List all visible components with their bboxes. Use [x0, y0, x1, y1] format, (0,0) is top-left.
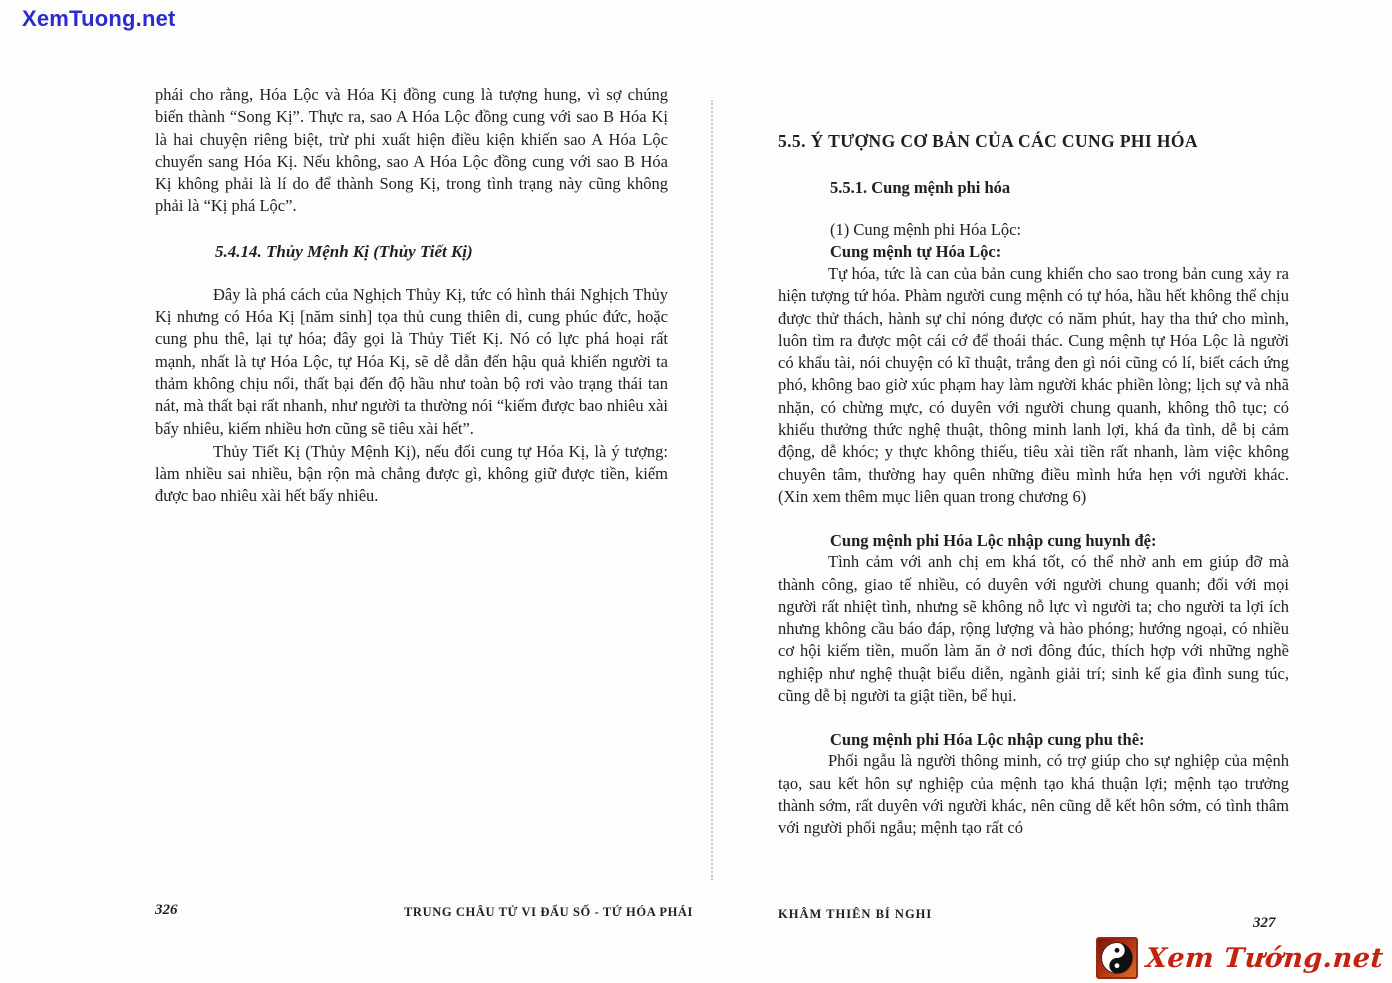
section-heading: 5.4.14. Thủy Mệnh Kị (Thủy Tiết Kị) [215, 241, 473, 261]
section-heading: 5.5. Ý TƯỢNG CƠ BẢN CỦA CÁC CUNG PHI HÓA [778, 131, 1198, 151]
running-title: KHÂM THIÊN BÍ NGHI [778, 907, 933, 921]
page-number: 326 [155, 902, 178, 918]
paragraph: Đây là phá cách của Nghịch Thủy Kị, tức có hình thái Nghịch Thủy Kị nhưng có Hóa Kị [năm sinh] tọa thủ cung thiên di, cung phúc đức, hoặc cung phu thê, lại tự hóa; đây gọi là Thủy Tiết Kị. Nó có lực phá hoại rất mạnh, nhất là tự Hóa Lộc, tự Hóa Kị, sẽ dễ dẫn đến hậu quả khiến người ta thảm không chịu nổi, thất bại đến độ hầu như toàn bộ rơi vào trạng thái tan nát, mà thất bại rất nhanh, như người ta thường nói “kiếm được bao nhiêu xài bấy nhiêu, kiếm nhiều hơn cũng sẽ tiêu xài hết”. [155, 284, 668, 438]
yin-yang-icon [1096, 937, 1138, 979]
paragraph: phái cho rằng, Hóa Lộc và Hóa Kị đồng cung là tượng hung, vì sợ chúng biến thành “Song Kị”. Thực ra, sao A Hóa Lộc đồng cung với sao B Hóa Kị là hai chuyện riêng biệt, trừ phi xuất hiện điều kiện khiến sao A Hóa Lộc chuyển sang Hóa Kị. Nếu không, sao A Hóa Lộc đồng cung với sao B Hóa Kị không phải là lí do để thành Song Kị, trong tình trạng này cũng không phải là “Kị phá Lộc”. [155, 85, 668, 216]
item-heading: (1) Cung mệnh phi Hóa Lộc: [830, 220, 1022, 239]
site-logo-link[interactable] [1096, 937, 1384, 979]
paragraph: Tự hóa, tức là can của bản cung khiến cho sao trong bản cung xảy ra hiện tượng tứ hóa. Phàm người cung mệnh có tự hóa, hầu hết không thể chịu được thử thách, hành sự chỉ nóng được có năm phút, hay tha thứ cho mình, luôn tìm ra được một cái cớ để thoái thác. Cung mệnh tự Hóa Lộc là người có khẩu tài, nói chuyện có kĩ thuật, trắng đen gì nói cũng có lí, biết cách ứng phó, không bao giờ xúc phạm hay làm người khác phiền lòng; lịch sự và nhã nhặn, có chừng mực, có duyên với người chung quanh, không thô tục; có khiếu thưởng thức nghệ thuật, thông minh lanh lợi, khá đa tình, dễ bị cảm động, dễ khóc; y thực không thiếu, tiêu xài tiền rất nhanh, làm việc không chuyên tâm, thường hay quên những điều mình hứa hẹn với người khác. (Xin xem thêm mục liên quan trong chương 6) [778, 264, 1289, 506]
sub-item-heading: Cung mệnh tự Hóa Lộc: [830, 242, 1002, 261]
page-number: 327 [1253, 915, 1276, 931]
heading-huynh-de: Cung mệnh phi Hóa Lộc nhập cung huynh đệ: [830, 531, 1157, 551]
left-page [155, 84, 668, 508]
subsection-heading: 5.5.1. Cung mệnh phi hóa [830, 178, 1011, 197]
paragraph: Tình cảm với anh chị em khá tốt, có thể nhờ anh em giúp đỡ mà thành công, giao tế nhiều, có duyên với người chung quanh; đối với mọi người rất nhiệt tình, nhưng sẽ không nỗ lực vì người ta; cho người ta lợi ích nhưng không cầu báo đáp, rộng lượng và hào phóng; hướng ngoại, có nhiều cơ hội kiếm tiền, muốn làm ăn ở nơi đông đúc, thích hợp với những nghề nghiệp như nghệ thuật biểu diễn, ngành giải trí; sinh kế gia đình sung túc, cũng dễ bị người ta giật tiền, bể hụi. [778, 552, 1289, 706]
book-spine-divider [711, 100, 713, 880]
logo-text: Xem Tướng.net [1145, 942, 1386, 974]
paragraph: Thủy Tiết Kị (Thủy Mệnh Kị), nếu đối cung tự Hóa Kị, là ý tượng: làm nhiều sai nhiều, bận rộn mà chẳng được gì, không giữ được tiền, kiếm được bao nhiêu xài hết bấy nhiêu. [155, 441, 668, 506]
site-watermark-link[interactable]: XemTuong.net [22, 6, 176, 31]
heading-phu-the: Cung mệnh phi Hóa Lộc nhập cung phu thê: [830, 730, 1145, 750]
running-title: TRUNG CHÂU TỬ VI ĐẨU SỐ - TỨ HÓA PHÁI [404, 905, 694, 919]
right-page [778, 131, 1289, 840]
paragraph: Phối ngẫu là người thông minh, có trợ giúp cho sự nghiệp của mệnh tạo, sau kết hôn sự nghiệp của mệnh tạo khá thuận lợi; mệnh tạo trưởng thành sớm, rất duyên với người khác, nên cũng dễ kết hôn sớm, có tình thâm với người phối ngẫu; mệnh tạo rất có [778, 751, 1289, 838]
